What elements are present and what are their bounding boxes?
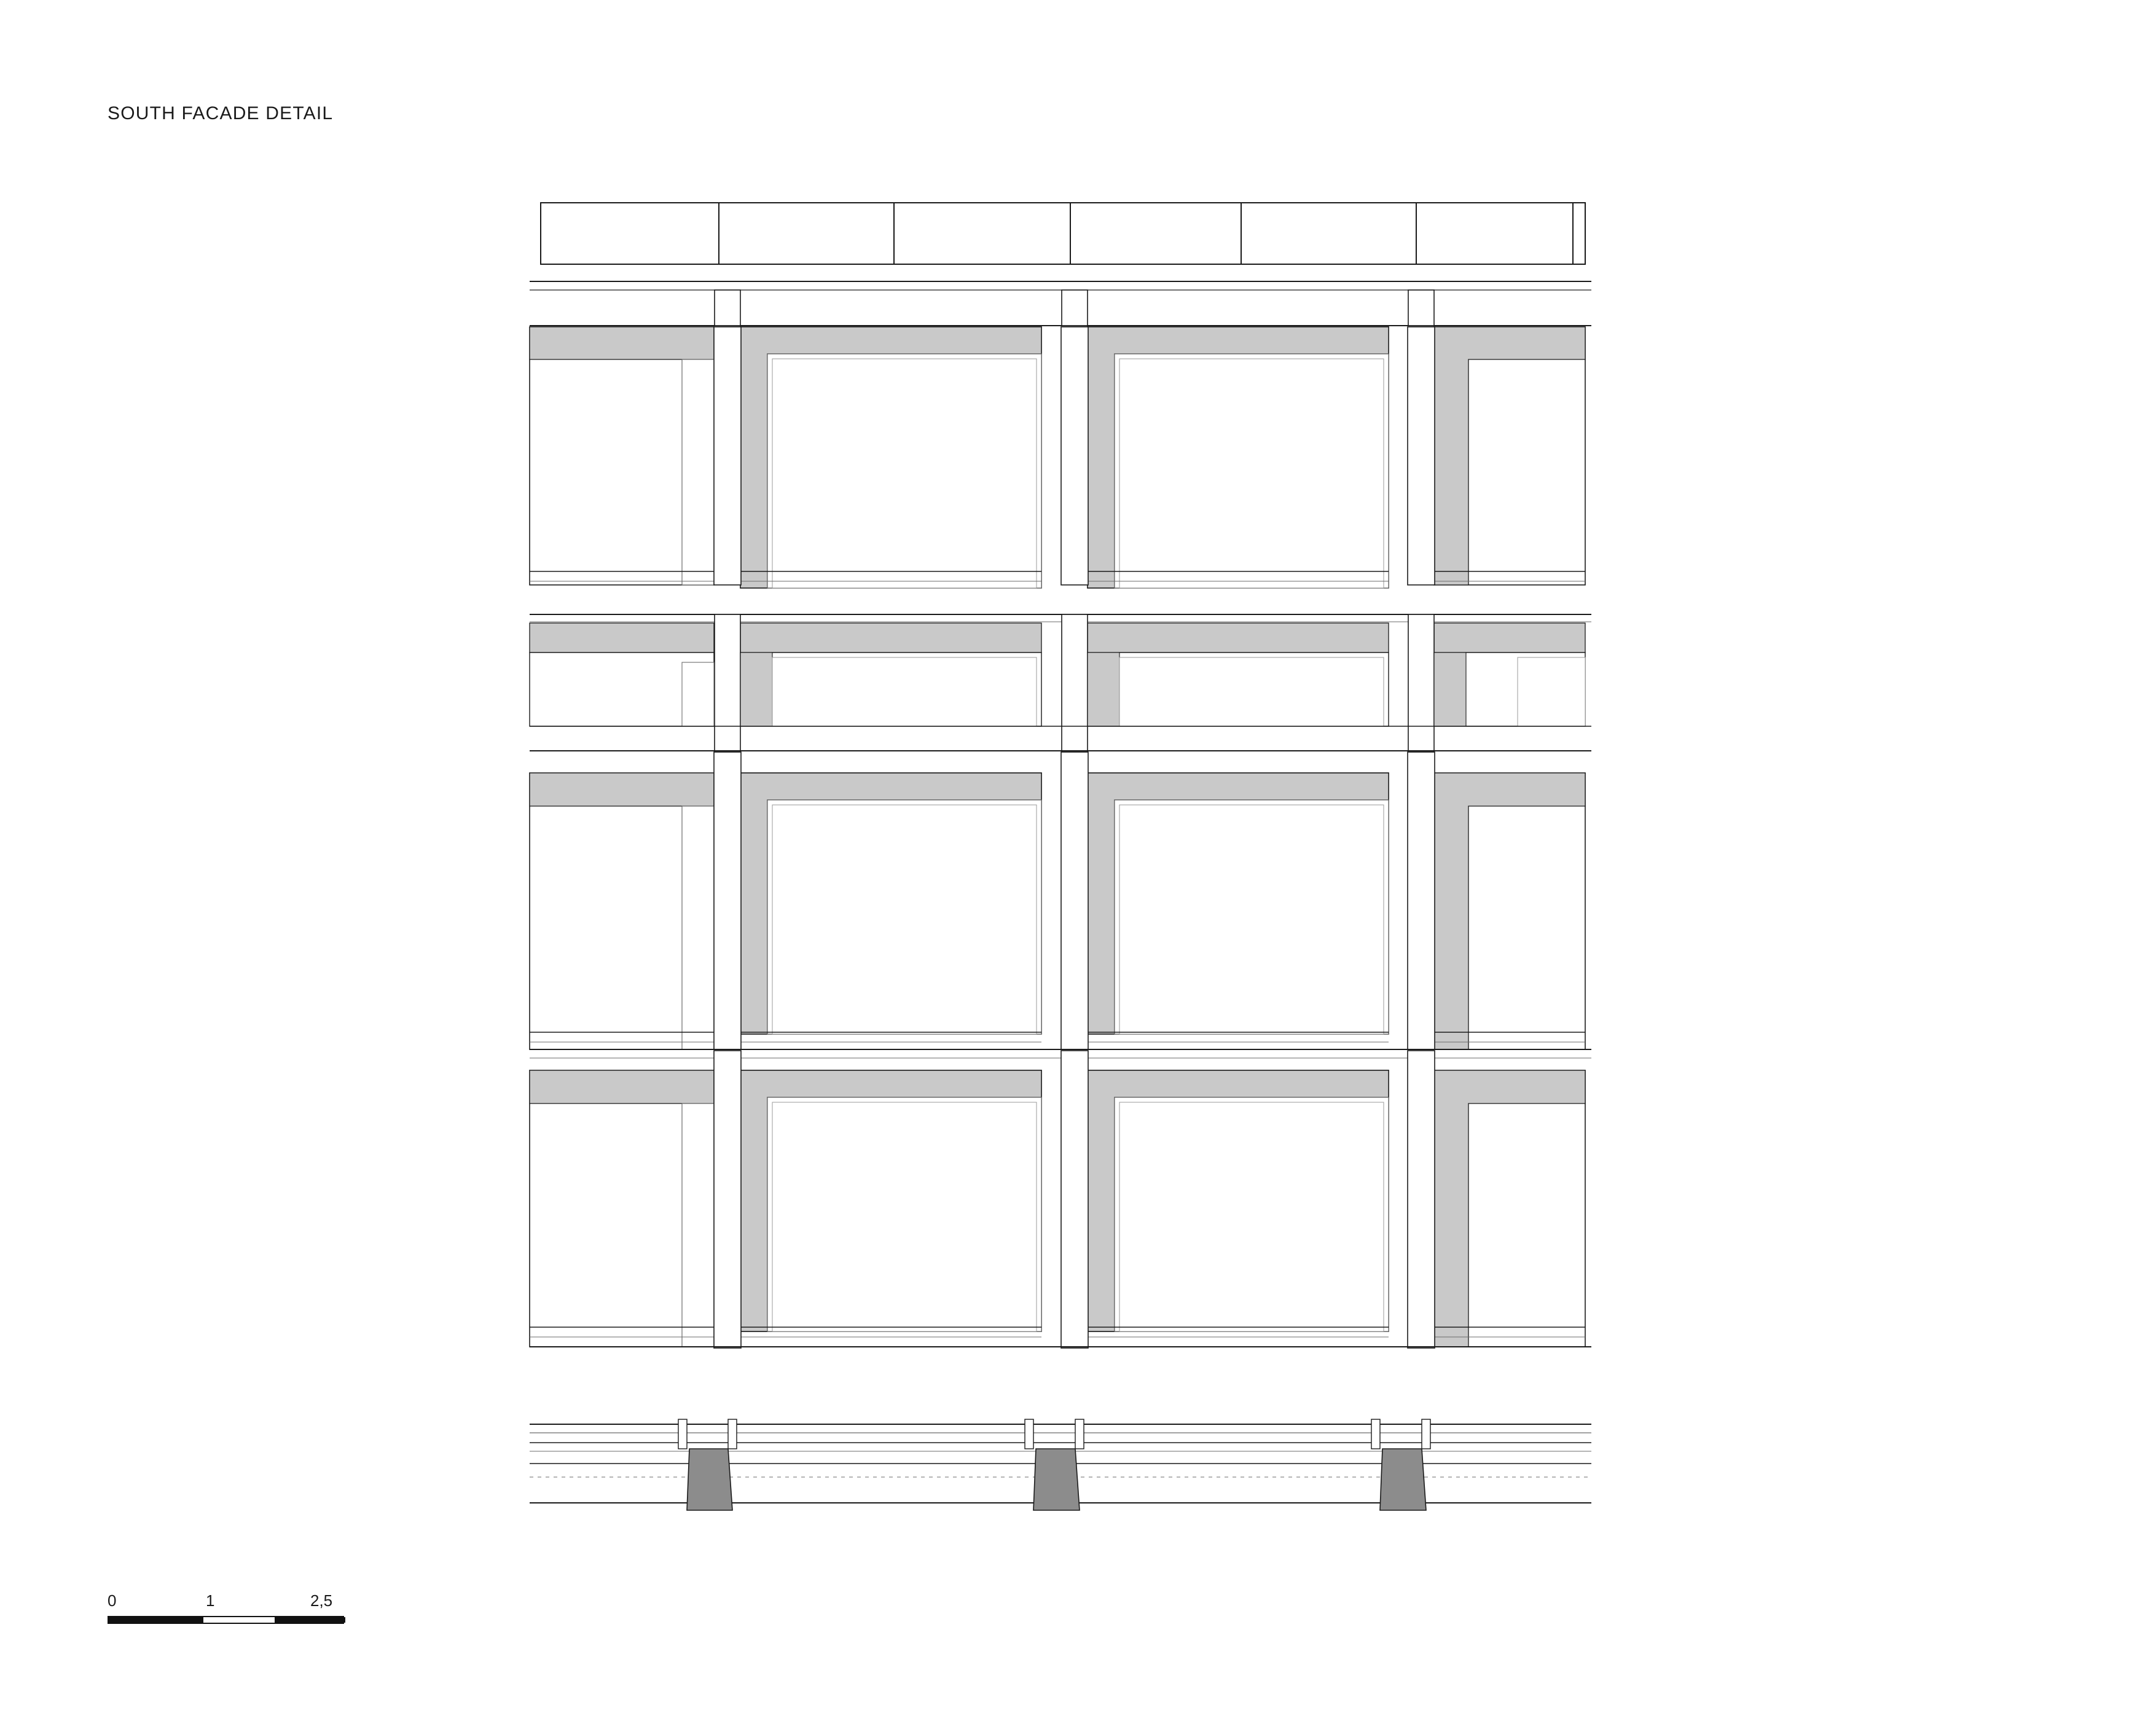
scale-label-0: 0 (108, 1591, 117, 1610)
parapet-band (541, 203, 1585, 264)
scale-bar-track (108, 1616, 344, 1624)
level-2-openings (530, 1051, 1591, 1348)
scale-bar-segment-filled (275, 1617, 345, 1623)
upper-slab-band (530, 281, 1591, 326)
scale-bar-segment-filled (109, 1617, 203, 1623)
level-3-openings (530, 752, 1591, 1058)
base-plan-section (530, 1419, 1591, 1510)
graphic-scale-bar (108, 1591, 353, 1640)
scale-label-2: 2,5 (310, 1591, 333, 1610)
page-title: SOUTH FACADE DETAIL (108, 103, 334, 123)
scale-label-1: 1 (206, 1591, 215, 1610)
level-4-openings (530, 327, 1585, 588)
level-3-spandrel (530, 614, 1591, 752)
